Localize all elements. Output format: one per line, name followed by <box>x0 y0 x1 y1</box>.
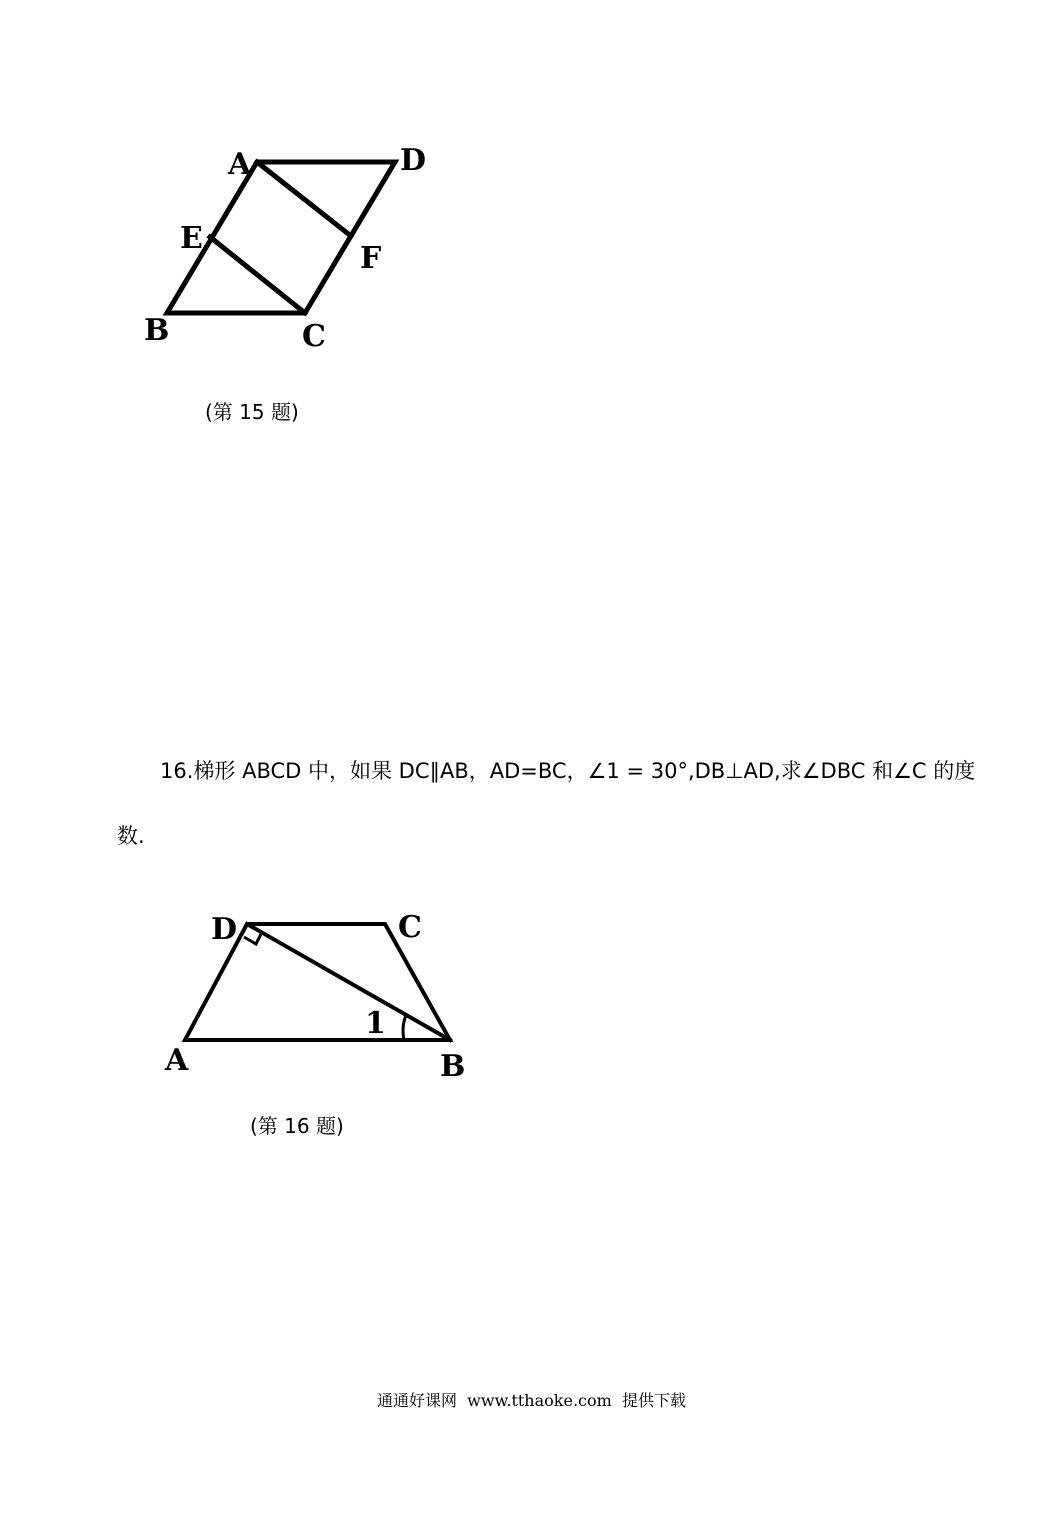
label-e: E <box>180 221 203 256</box>
label-c: C <box>302 319 326 354</box>
figure-16-diagram <box>155 895 475 1085</box>
right-angle-marker <box>244 932 262 944</box>
angle-1-label: 1 <box>365 1006 386 1041</box>
label-d: D <box>400 143 427 178</box>
angle-1-arc <box>403 1015 406 1040</box>
label-a: A <box>165 1043 189 1078</box>
segment-ec <box>210 237 305 313</box>
label-d: D <box>211 912 238 947</box>
label-f: F <box>360 241 382 276</box>
figure-15-diagram <box>130 130 450 360</box>
segment-af <box>257 162 351 236</box>
label-a: A <box>228 147 252 182</box>
question-16-line-1: 16.梯形 ABCD 中，如果 DC∥AB，AD=BC，∠1 = 30°,DB⊥AD,求∠DBC 和∠C 的度 <box>160 759 976 783</box>
figure-16-caption: (第 16 题) <box>250 1114 344 1138</box>
figure-15 <box>130 130 450 360</box>
label-b: B <box>440 1049 466 1084</box>
label-c: C <box>398 910 422 945</box>
label-b: B <box>144 313 170 348</box>
figure-15-caption: (第 15 题) <box>205 400 299 424</box>
question-16-line-2: 数. <box>117 824 145 848</box>
page-footer: 通通好课网 www.tthaoke.com 提供下载 <box>377 1391 686 1410</box>
figure-16 <box>155 895 475 1085</box>
